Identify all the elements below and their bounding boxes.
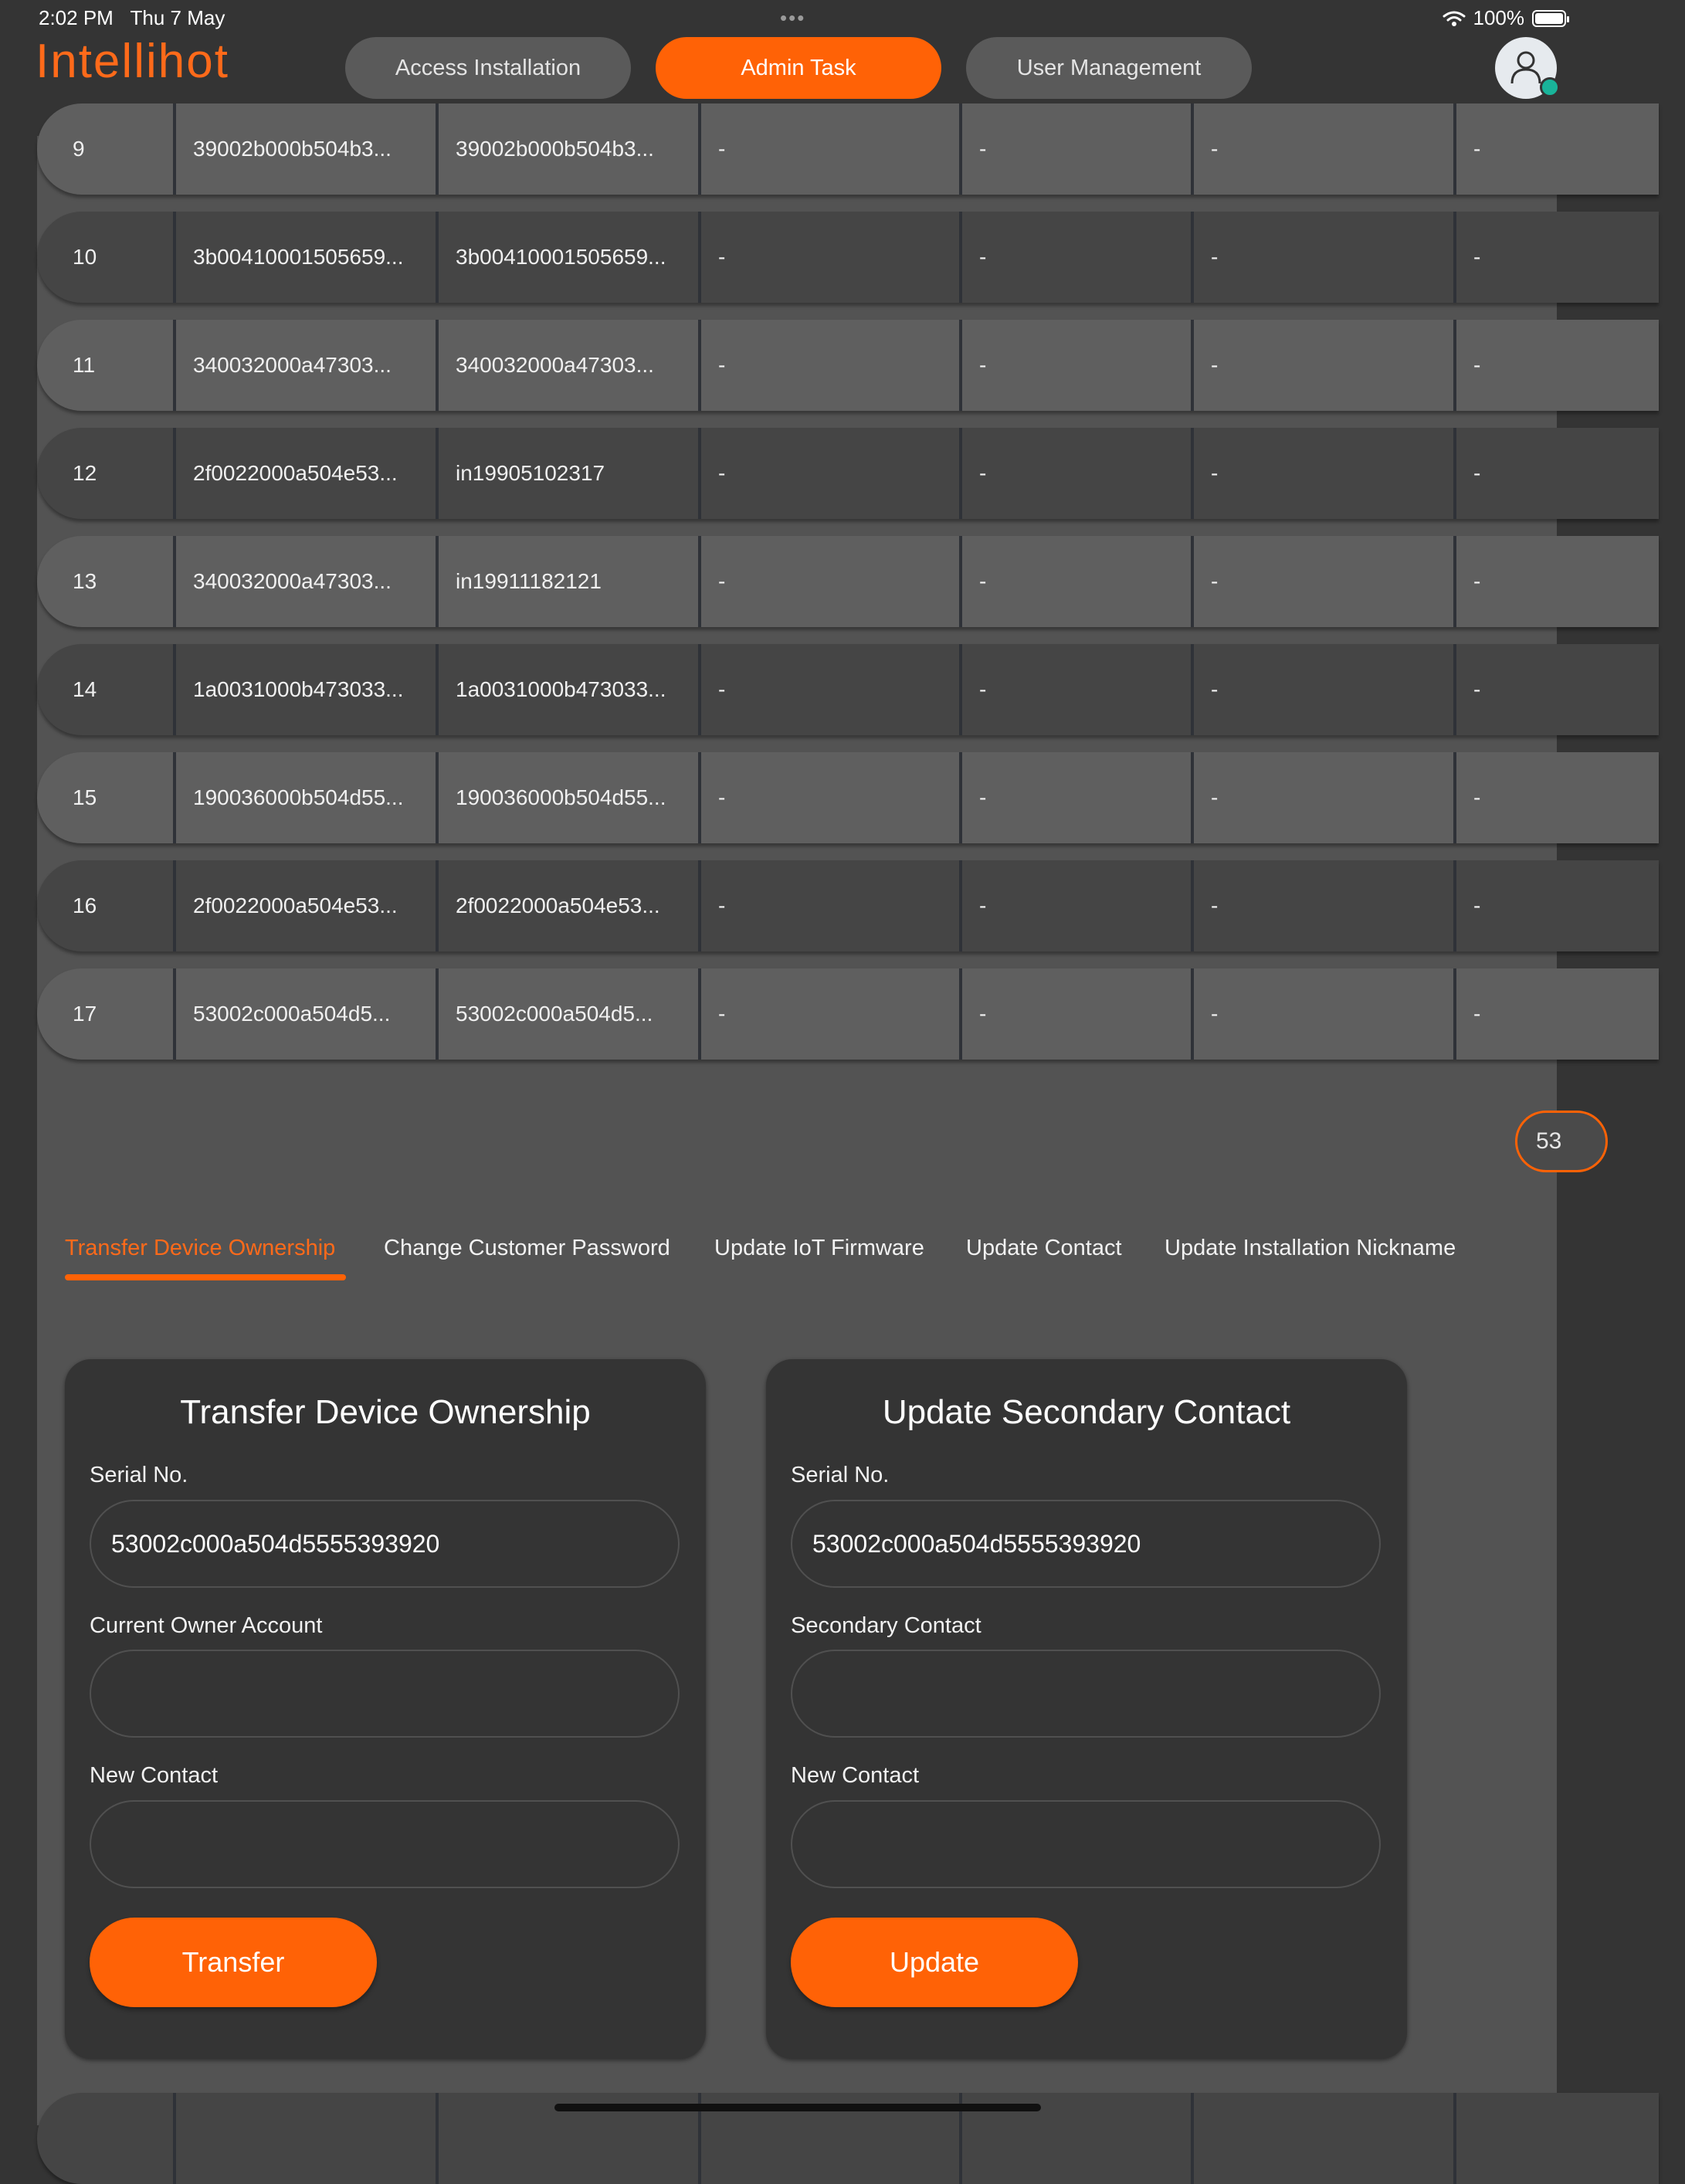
serial-cell: 2f0022000a504e53...: [173, 860, 436, 951]
nickname-cell: 3b00410001505659...: [436, 212, 698, 303]
serial-input[interactable]: [791, 1500, 1381, 1588]
column-divider: [436, 2093, 456, 2184]
card-title: Transfer Device Ownership: [180, 1393, 591, 1431]
status-bar: [0, 0, 1594, 39]
table-row[interactable]: [37, 428, 1659, 519]
row-number: 17: [73, 1002, 97, 1026]
card-title: Update Secondary Contact: [882, 1393, 1291, 1431]
nav-access-installation[interactable]: Access Installation: [345, 37, 631, 99]
transfer-ownership-card: [65, 1359, 706, 2059]
col4-cell: -: [698, 428, 959, 519]
tab-update-iot-firmware[interactable]: Update IoT Firmware: [714, 1236, 924, 1260]
serial-cell: 39002b000b504b3...: [173, 103, 436, 195]
battery-percent: 100%: [1473, 6, 1524, 29]
row-number: 10: [73, 245, 97, 269]
col6-cell: -: [1191, 860, 1453, 951]
nickname-cell: 1a0031000b473033...: [436, 644, 698, 735]
serial-cell: 190036000b504d55...: [173, 752, 436, 843]
nickname-cell: 2f0022000a504e53...: [436, 860, 698, 951]
row-number: 9: [73, 137, 85, 161]
col7-cell: -: [1453, 860, 1685, 951]
nickname-cell: in19905102317: [436, 428, 698, 519]
serial-label: Serial No.: [90, 1463, 188, 1487]
tab-transfer-device-ownership[interactable]: Transfer Device Ownership: [65, 1236, 336, 1260]
secondary-contact-input[interactable]: [791, 1650, 1381, 1738]
nickname-cell: 39002b000b504b3...: [436, 103, 698, 195]
wifi-icon: [1443, 10, 1466, 27]
current-owner-label: Current Owner Account: [90, 1613, 323, 1638]
table-row[interactable]: [37, 644, 1659, 735]
col5-cell: -: [959, 320, 1191, 411]
col4-cell: -: [698, 752, 959, 843]
nav-user-management[interactable]: User Management: [966, 37, 1252, 99]
col6-cell: -: [1191, 103, 1453, 195]
col7-cell: -: [1453, 103, 1685, 195]
serial-label: Serial No.: [791, 1463, 890, 1487]
current-owner-input[interactable]: [90, 1650, 680, 1738]
table-row[interactable]: [37, 103, 1659, 195]
col4-cell: -: [698, 536, 959, 627]
col6-cell: -: [1191, 644, 1453, 735]
col4-cell: -: [698, 968, 959, 1060]
serial-cell: 340032000a47303...: [173, 536, 436, 627]
column-divider: [173, 2093, 193, 2184]
multitasking-dots[interactable]: •••: [780, 6, 806, 29]
new-contact-label: New Contact: [791, 1763, 920, 1788]
col5-cell: -: [959, 103, 1191, 195]
col4-cell: -: [698, 644, 959, 735]
table-row[interactable]: [37, 212, 1659, 303]
col4-cell: -: [698, 320, 959, 411]
new-contact-input[interactable]: [791, 1800, 1381, 1888]
row-number: 15: [73, 785, 97, 809]
col7-cell: -: [1453, 968, 1685, 1060]
col5-cell: -: [959, 428, 1191, 519]
status-time: 2:02 PM Thu 7 May: [39, 6, 225, 29]
serial-cell: 53002c000a504d5...: [173, 968, 436, 1060]
col7-cell: -: [1453, 428, 1685, 519]
status-indicators: [1443, 6, 1567, 30]
col7-cell: -: [1453, 752, 1685, 843]
tab-change-customer-password[interactable]: Change Customer Password: [384, 1236, 670, 1260]
col5-cell: -: [959, 860, 1191, 951]
nickname-cell: 53002c000a504d5...: [436, 968, 698, 1060]
col7-cell: -: [1453, 536, 1685, 627]
col4-cell: -: [698, 860, 959, 951]
update-button[interactable]: Update: [791, 1918, 1078, 2007]
col6-cell: -: [1191, 212, 1453, 303]
nav-admin-task[interactable]: Admin Task: [656, 37, 941, 99]
col6-cell: -: [1191, 428, 1453, 519]
transfer-button[interactable]: Transfer: [90, 1918, 377, 2007]
battery-icon: [1532, 10, 1566, 27]
column-divider: [1191, 2093, 1211, 2184]
row-number: 16: [73, 894, 97, 917]
serial-cell: 340032000a47303...: [173, 320, 436, 411]
user-icon: [1509, 49, 1543, 85]
avatar[interactable]: [1495, 37, 1557, 99]
serial-input[interactable]: [90, 1500, 680, 1588]
col5-cell: -: [959, 212, 1191, 303]
col7-cell: -: [1453, 644, 1685, 735]
col4-cell: -: [698, 212, 959, 303]
col5-cell: -: [959, 752, 1191, 843]
nickname-cell: 340032000a47303...: [436, 320, 698, 411]
col7-cell: -: [1453, 212, 1685, 303]
row-number: 11: [73, 353, 96, 377]
serial-cell: 3b00410001505659...: [173, 212, 436, 303]
main-panel: [37, 136, 1562, 2125]
home-indicator[interactable]: [554, 2104, 1041, 2111]
tab-update-installation-nickname[interactable]: Update Installation Nickname: [1165, 1236, 1456, 1260]
col6-cell: -: [1191, 968, 1453, 1060]
online-status-dot: [1540, 77, 1560, 97]
table-row[interactable]: [37, 320, 1659, 411]
secondary-contact-label: Secondary Contact: [791, 1613, 982, 1638]
app-logo: Intellihot: [36, 35, 229, 88]
col5-cell: -: [959, 968, 1191, 1060]
active-tab-indicator: [65, 1274, 346, 1280]
col6-cell: -: [1191, 536, 1453, 627]
table-row[interactable]: [37, 860, 1659, 951]
table-row[interactable]: [37, 752, 1659, 843]
tab-update-contact[interactable]: Update Contact: [966, 1236, 1122, 1260]
col6-cell: -: [1191, 752, 1453, 843]
col6-cell: -: [1191, 320, 1453, 411]
update-secondary-contact-card: [766, 1359, 1407, 2059]
serial-cell: 1a0031000b473033...: [173, 644, 436, 735]
table-row[interactable]: [37, 968, 1659, 1060]
serial-cell: 2f0022000a504e53...: [173, 428, 436, 519]
table-row[interactable]: [37, 536, 1659, 627]
new-contact-label: New Contact: [90, 1763, 219, 1788]
row-number: 13: [73, 569, 97, 593]
new-contact-input[interactable]: [90, 1800, 680, 1888]
col5-cell: -: [959, 536, 1191, 627]
nickname-cell: in19911182121: [436, 536, 698, 627]
pagination-current-page[interactable]: 53: [1515, 1111, 1608, 1172]
col5-cell: -: [959, 644, 1191, 735]
row-number: 12: [73, 461, 97, 485]
row-number: 14: [73, 677, 97, 701]
column-divider: [1453, 2093, 1473, 2184]
col4-cell: -: [698, 103, 959, 195]
nickname-cell: 190036000b504d55...: [436, 752, 698, 843]
col7-cell: -: [1453, 320, 1685, 411]
